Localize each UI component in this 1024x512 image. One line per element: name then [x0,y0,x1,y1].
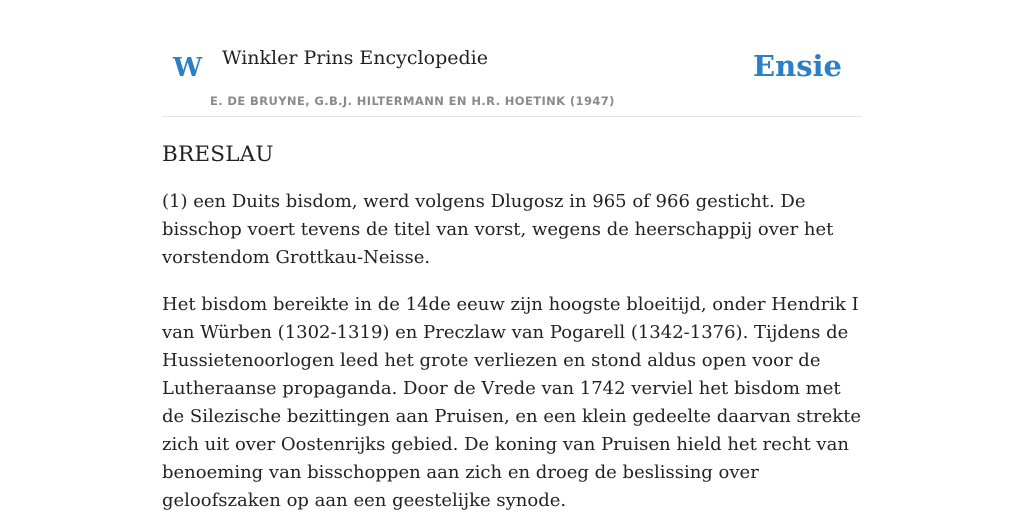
site-header [162,0,862,117]
article [162,140,862,512]
article-paragraph: Het bisdom bereikte in de 14de eeuw zijn hoogste bloeitijd, onder Hendrik I van Würben (1302-1319) en Preczlaw van Pogarell (1342-1376). Tijdens de Hussietenoorlogen leed het grote verliezen en stond aldus open voor de Lutheraanse propaganda. Door de Vrede van 1742 verviel het bisdom met de Silezische bezittingen aan Pruisen, en een klein gedeelte daarvan strekte zich uit over Oostenrijks gebied. De koning van Pruisen hield het recht van benoeming van bisschoppen aan zich en droeg de beslissing over geloofszaken op aan een geestelijke synode. [162,294,862,511]
source-authors: E. DE BRUYNE, G.B.J. HILTERMANN EN H.R. HOETINK (1947) [210,94,615,108]
source-title[interactable]: Winkler Prins Encyclopedie [222,47,488,69]
winkler-prins-logo[interactable]: W [173,53,203,83]
ensie-logo[interactable]: Ensie [753,49,842,83]
article-title: BRESLAU [162,142,274,167]
article-paragraph: (1) een Duits bisdom, werd volgens Dlugosz in 965 of 966 gesticht. De bisschop voert tevens de titel van vorst, wegens de heerschappij over het vorstendom Grottkau-Neisse. [162,191,834,268]
